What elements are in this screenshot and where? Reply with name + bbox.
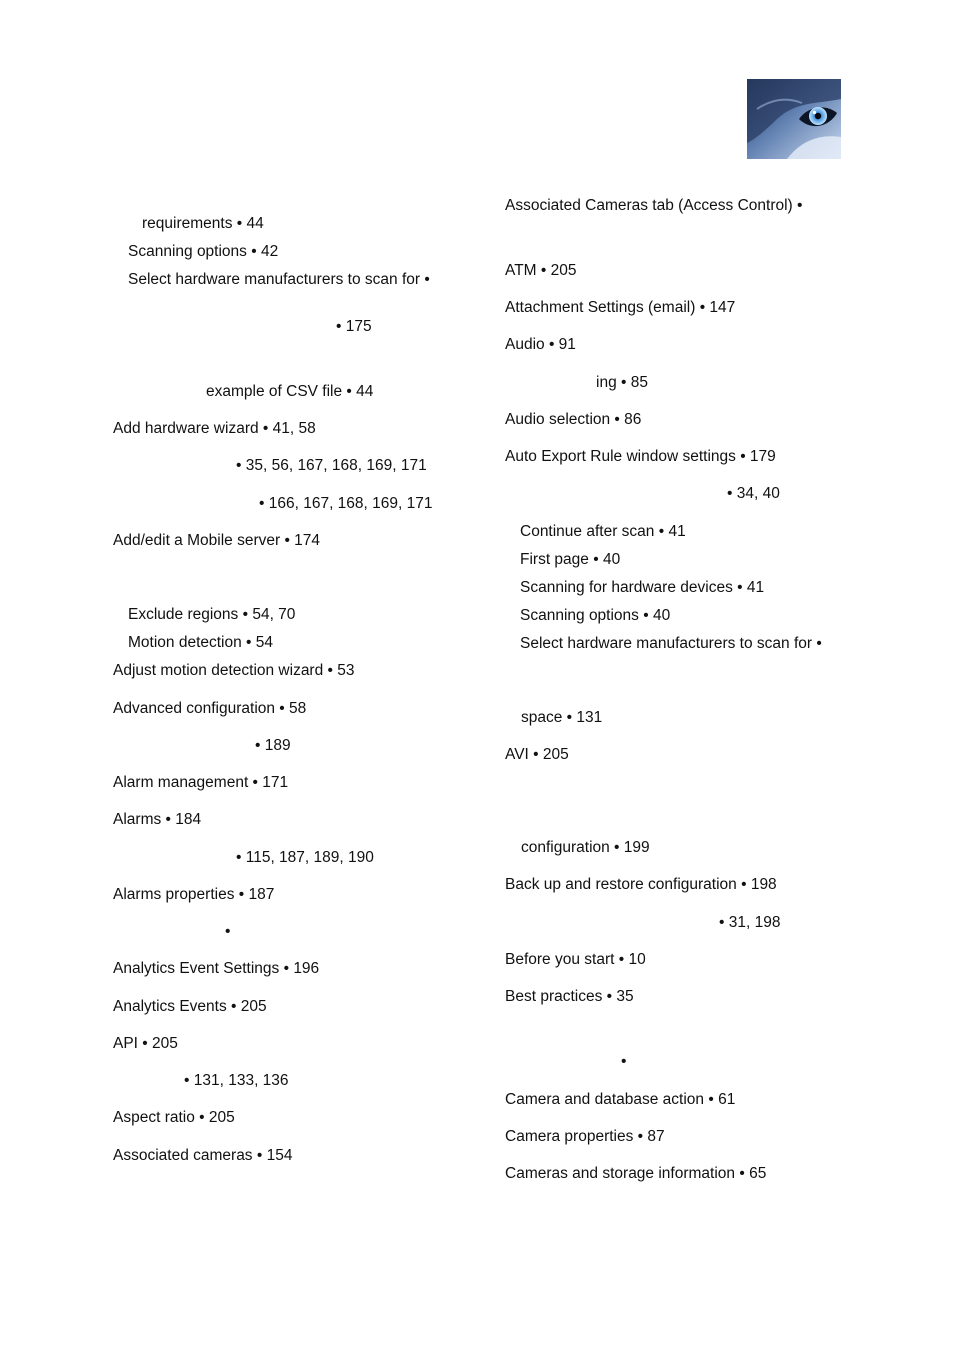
index-entry: • 166, 167, 168, 169, 171 xyxy=(259,495,433,512)
index-entry: • 35, 56, 167, 168, 169, 171 xyxy=(236,457,427,474)
index-entry: Camera and database action • 61 xyxy=(505,1091,736,1108)
index-entry: space • 131 xyxy=(521,709,603,726)
index-entry: Adjust motion detection wizard • 53 xyxy=(113,662,355,679)
index-entry: Associated Cameras tab (Access Control) • xyxy=(505,197,803,214)
index-entry: Alarms • 184 xyxy=(113,811,202,828)
index-entry: Add/edit a Mobile server • 174 xyxy=(113,532,321,549)
index-entry: • 131, 133, 136 xyxy=(184,1072,289,1089)
index-entry: Select hardware manufacturers to scan for • xyxy=(520,635,822,652)
index-entry: API • 205 xyxy=(113,1035,178,1052)
index-entry: Motion detection • 54 xyxy=(128,634,274,651)
index-entry: AVI • 205 xyxy=(505,746,569,763)
index-entry: Back up and restore configuration • 198 xyxy=(505,876,777,893)
index-entry: Select hardware manufacturers to scan for • xyxy=(128,271,430,288)
index-entry: Auto Export Rule window settings • 179 xyxy=(505,448,776,465)
index-entry: Analytics Events • 205 xyxy=(113,998,267,1015)
index-entry: Best practices • 35 xyxy=(505,988,634,1005)
index-entry: First page • 40 xyxy=(520,551,621,568)
index-entry: Scanning options • 42 xyxy=(128,243,279,260)
index-entry: • 189 xyxy=(255,737,291,754)
index-entry: • 175 xyxy=(336,318,372,335)
index-entry: Aspect ratio • 205 xyxy=(113,1109,235,1126)
index-entry: ing • 85 xyxy=(596,374,648,391)
index-entry: • xyxy=(225,923,231,940)
index-entry: Scanning options • 40 xyxy=(520,607,671,624)
index-entry: Camera properties • 87 xyxy=(505,1128,665,1145)
index-entry: • 31, 198 xyxy=(719,914,781,931)
index-entry: • 115, 187, 189, 190 xyxy=(236,849,374,866)
index-entry: Add hardware wizard • 41, 58 xyxy=(113,420,316,437)
index-entry: Scanning for hardware devices • 41 xyxy=(520,579,765,596)
index-entry: requirements • 44 xyxy=(142,215,264,232)
index-entry: Attachment Settings (email) • 147 xyxy=(505,299,736,316)
index-entry: Audio selection • 86 xyxy=(505,411,642,428)
index-entry: Cameras and storage information • 65 xyxy=(505,1165,767,1182)
wolf-eye-icon xyxy=(747,79,841,159)
index-entry: Alarms properties • 187 xyxy=(113,886,275,903)
index-entry: Advanced configuration • 58 xyxy=(113,700,307,717)
index-entry: • 34, 40 xyxy=(727,485,780,502)
index-entry: Exclude regions • 54, 70 xyxy=(128,606,296,623)
index-entry: Alarm management • 171 xyxy=(113,774,289,791)
index-entry: Continue after scan • 41 xyxy=(520,523,686,540)
index-entry: configuration • 199 xyxy=(521,839,650,856)
index-entry: • xyxy=(621,1053,627,1070)
index-entry: Associated cameras • 154 xyxy=(113,1147,293,1164)
index-entry: Analytics Event Settings • 196 xyxy=(113,960,320,977)
index-entry: example of CSV file • 44 xyxy=(206,383,374,400)
index-entry: ATM • 205 xyxy=(505,262,577,279)
index-entry: Before you start • 10 xyxy=(505,951,646,968)
index-entry: Audio • 91 xyxy=(505,336,576,353)
